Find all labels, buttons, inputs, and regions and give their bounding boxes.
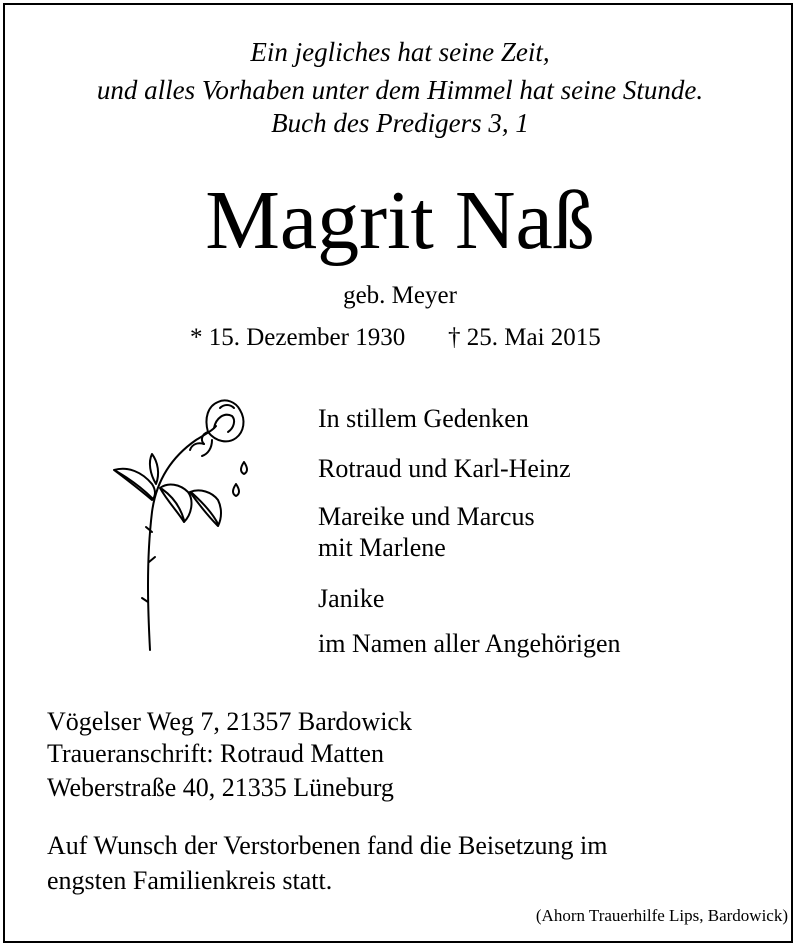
funeral-note-line-1: Auf Wunsch der Verstorbenen fand die Beisetzung im: [47, 831, 608, 860]
death-date: † 25. Mai 2015: [448, 324, 601, 351]
quote-line-2: und alles Vorhaben unter dem Himmel hat seine Stunde.: [96, 75, 704, 105]
birth-date: * 15. Dezember 1930: [190, 324, 406, 351]
mourner-line-1: Rotraud und Karl-Heinz: [318, 454, 571, 483]
deceased-name: Magrit Naß: [205, 174, 595, 267]
mourner-line-2a: Mareike und Marcus: [318, 502, 535, 531]
mourner-line-3: Janike: [318, 584, 385, 613]
birth-name: geb. Meyer: [343, 282, 457, 309]
mourner-line-2b: mit Marlene: [318, 533, 446, 562]
mourners-intro: In stillem Gedenken: [318, 404, 529, 433]
address-line-2: Traueranschrift: Rotraud Matten: [47, 739, 384, 768]
mourners-closing: im Namen aller Angehörigen: [318, 629, 621, 658]
quote-source: Buch des Predigers 3, 1: [271, 108, 529, 138]
address-line-3: Weberstraße 40, 21335 Lüneburg: [47, 773, 394, 802]
funeral-home: (Ahorn Trauerhilfe Lips, Bardowick): [535, 906, 788, 925]
funeral-note-line-2: engsten Familienkreis statt.: [47, 866, 333, 895]
quote-line-1: Ein jegliches hat seine Zeit,: [250, 37, 550, 67]
rose-icon: [108, 392, 258, 654]
address-line-1: Vögelser Weg 7, 21357 Bardowick: [47, 707, 412, 736]
